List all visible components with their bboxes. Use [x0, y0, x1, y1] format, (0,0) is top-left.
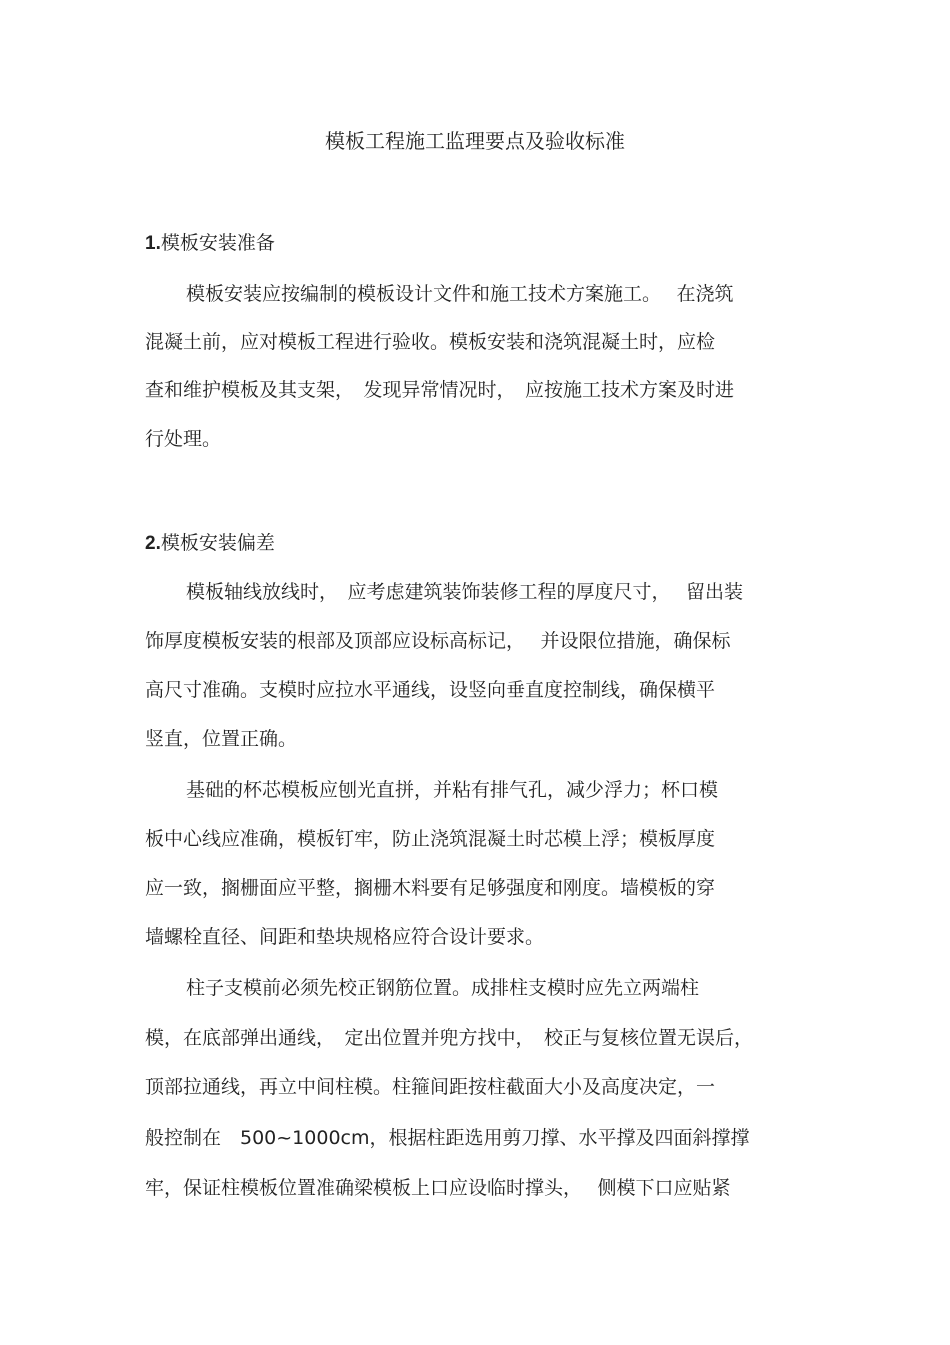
paragraph-line: 般控制在 500~1000cm，根据柱距选用剪刀撑、水平撑及四面斜撑撑 [145, 1127, 750, 1149]
paragraph-line: 模板轴线放线时， 应考虑建筑装饰装修工程的厚度尺寸， 留出装 [186, 581, 744, 603]
section-1-heading [145, 228, 275, 259]
section-2-title: 模板安装偏差 [160, 532, 275, 554]
section-1-number: 1. [145, 233, 161, 254]
paragraph-line: 高尺寸准确。支模时应拉水平通线，设竖向垂直度控制线，确保横平 [145, 679, 716, 701]
section-2-number: 2. [145, 533, 161, 554]
paragraph-line: 板中心线应准确，模板钉牢，防止浇筑混凝土时芯模上浮；模板厚度 [145, 828, 716, 850]
paragraph-line: 查和维护模板及其支架， 发现异常情况时， 应按施工技术方案及时进 [145, 379, 735, 401]
paragraph-line: 行处理。 [145, 428, 222, 450]
paragraph-line: 模，在底部弹出通线， 定出位置并兜方找中， 校正与复核位置无误后， [145, 1027, 754, 1049]
section-1-title: 模板安装准备 [160, 232, 275, 254]
paragraph-line: 牢，保证柱模板位置准确梁模板上口应设临时撑头， 侧模下口应贴紧 [145, 1177, 731, 1199]
paragraph-line: 顶部拉通线，再立中间柱模。柱箍间距按柱截面大小及高度决定，一 [145, 1076, 716, 1098]
paragraph-line: 竖直，位置正确。 [145, 728, 298, 750]
paragraph-line: 柱子支模前必须先校正钢筋位置。成排柱支模时应先立两端柱 [186, 977, 700, 999]
paragraph-line: 基础的杯芯模板应刨光直拼，并粘有排气孔，减少浮力；杯口模 [186, 779, 719, 801]
document-title: 模板工程施工监理要点及验收标准 [325, 129, 625, 153]
section-2-heading [145, 528, 275, 559]
paragraph-line: 墙螺栓直径、间距和垫块规格应符合设计要求。 [145, 926, 545, 948]
paragraph-line: 模板安装应按编制的模板设计文件和施工技术方案施工。 在浇筑 [186, 283, 734, 305]
paragraph-line: 应一致，搁栅面应平整，搁栅木料要有足够强度和刚度。墙模板的穿 [145, 877, 716, 899]
paragraph-line: 混凝土前，应对模板工程进行验收。模板安装和浇筑混凝土时，应检 [145, 331, 716, 353]
paragraph-line: 饰厚度模板安装的根部及顶部应设标高标记， 并设限位措施，确保标 [145, 630, 731, 652]
